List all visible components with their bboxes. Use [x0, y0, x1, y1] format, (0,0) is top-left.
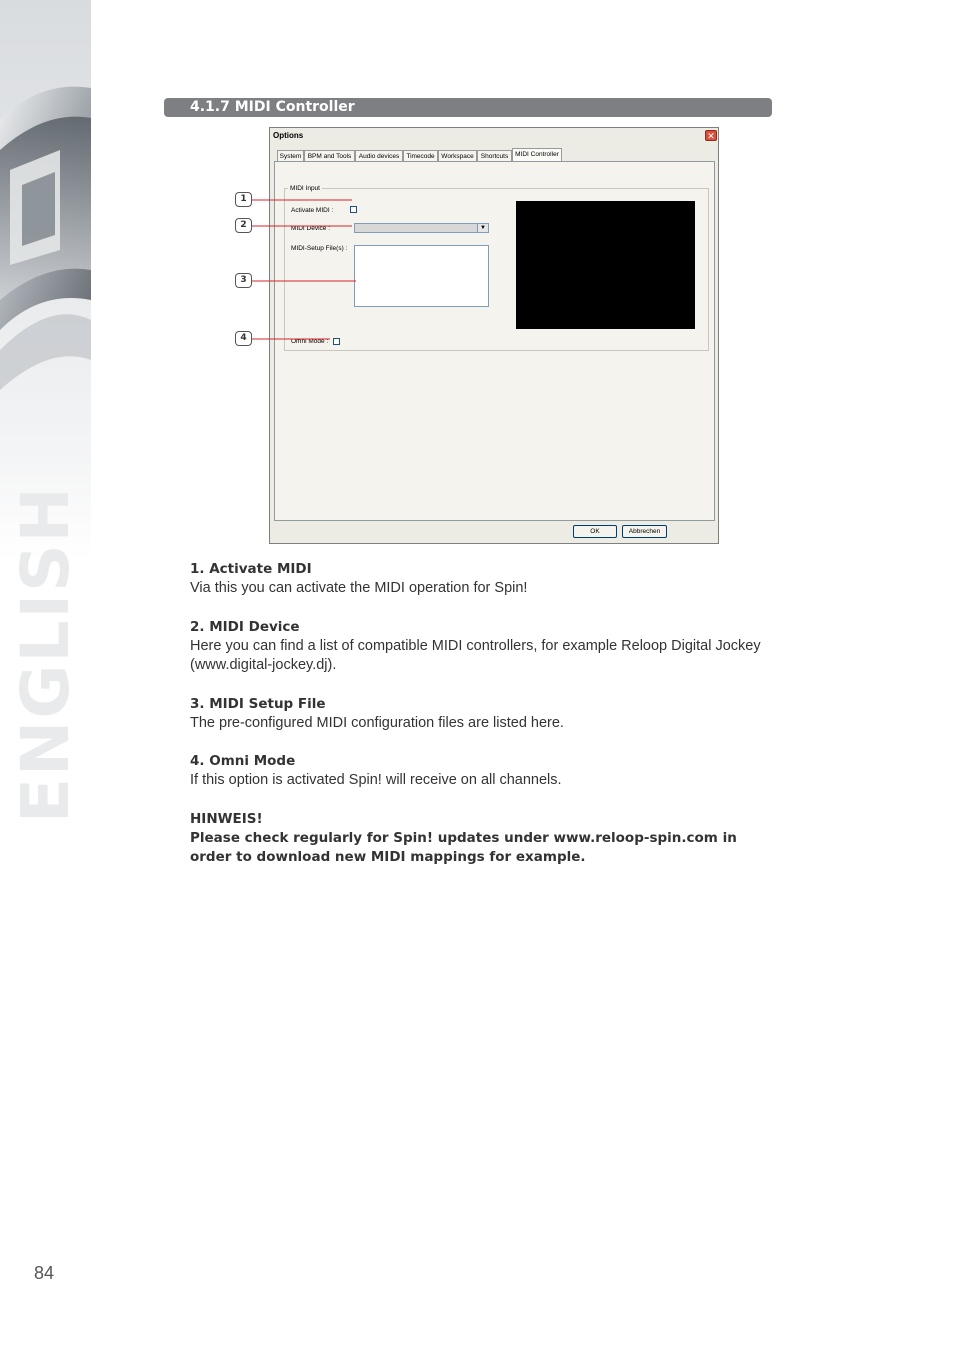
activate-midi-label: Activate MIDI :: [291, 207, 334, 214]
item-activate-midi: [190, 560, 780, 598]
chevron-down-icon[interactable]: ▼: [477, 224, 488, 232]
close-icon[interactable]: ✕: [705, 130, 717, 141]
item-heading: 1. Activate MIDI: [190, 561, 312, 577]
tab-midi-controller[interactable]: MIDI Controller: [512, 148, 562, 162]
midi-setup-label: MIDI-Setup File(s) :: [291, 245, 348, 252]
item-body: Via this you can activate the MIDI operation for Spin!: [190, 580, 528, 596]
ok-button[interactable]: OK: [573, 525, 617, 538]
callout-4: 4: [235, 331, 252, 346]
item-heading: 4. Omni Mode: [190, 753, 296, 769]
item-body: If this option is activated Spin! will receive on all channels.: [190, 772, 562, 788]
item-midi-device: [190, 618, 780, 675]
callout-3: 3: [235, 273, 252, 288]
callout-lines: [0, 0, 954, 560]
side-language-label: ENGLISH: [7, 485, 84, 823]
section-title: 4.1.7 MIDI Controller: [190, 99, 355, 115]
tab-workspace[interactable]: Workspace: [438, 150, 477, 161]
item-heading: 3. MIDI Setup File: [190, 696, 326, 712]
note-body: Please check regularly for Spin! updates under www.reloop-spin.com in order to download new MIDI mappings for example.: [190, 830, 737, 865]
tab-system[interactable]: System: [277, 150, 304, 161]
item-body: The pre-configured MIDI configuration files are listed here.: [190, 715, 564, 731]
tab-bpm-and-tools[interactable]: BPM and Tools: [304, 150, 355, 161]
item-midi-setup-file: [190, 695, 780, 733]
callout-2: 2: [235, 218, 252, 233]
page-number: 84: [34, 1263, 55, 1283]
omni-mode-label: Omni Mode :: [291, 338, 329, 345]
tab-timecode[interactable]: Timecode: [403, 150, 438, 161]
item-body: Here you can find a list of compatible MIDI controllers, for example Reloop Digital Jockey (www.digital-jockey.dj).: [190, 638, 761, 673]
item-omni-mode: [190, 752, 780, 790]
group-label: MIDI Input: [290, 185, 320, 192]
cancel-button[interactable]: Abbrechen: [622, 525, 667, 538]
dialog-title: Options: [273, 131, 304, 140]
callout-1: 1: [235, 192, 252, 207]
note-heading: HINWEIS!: [190, 811, 263, 827]
midi-device-label: MIDI Device :: [291, 225, 331, 232]
tab-shortcuts[interactable]: Shortcuts: [477, 150, 512, 161]
note-block: [190, 810, 780, 867]
tab-audio-devices[interactable]: Audio devices: [355, 150, 403, 161]
item-heading: 2. MIDI Device: [190, 619, 300, 635]
